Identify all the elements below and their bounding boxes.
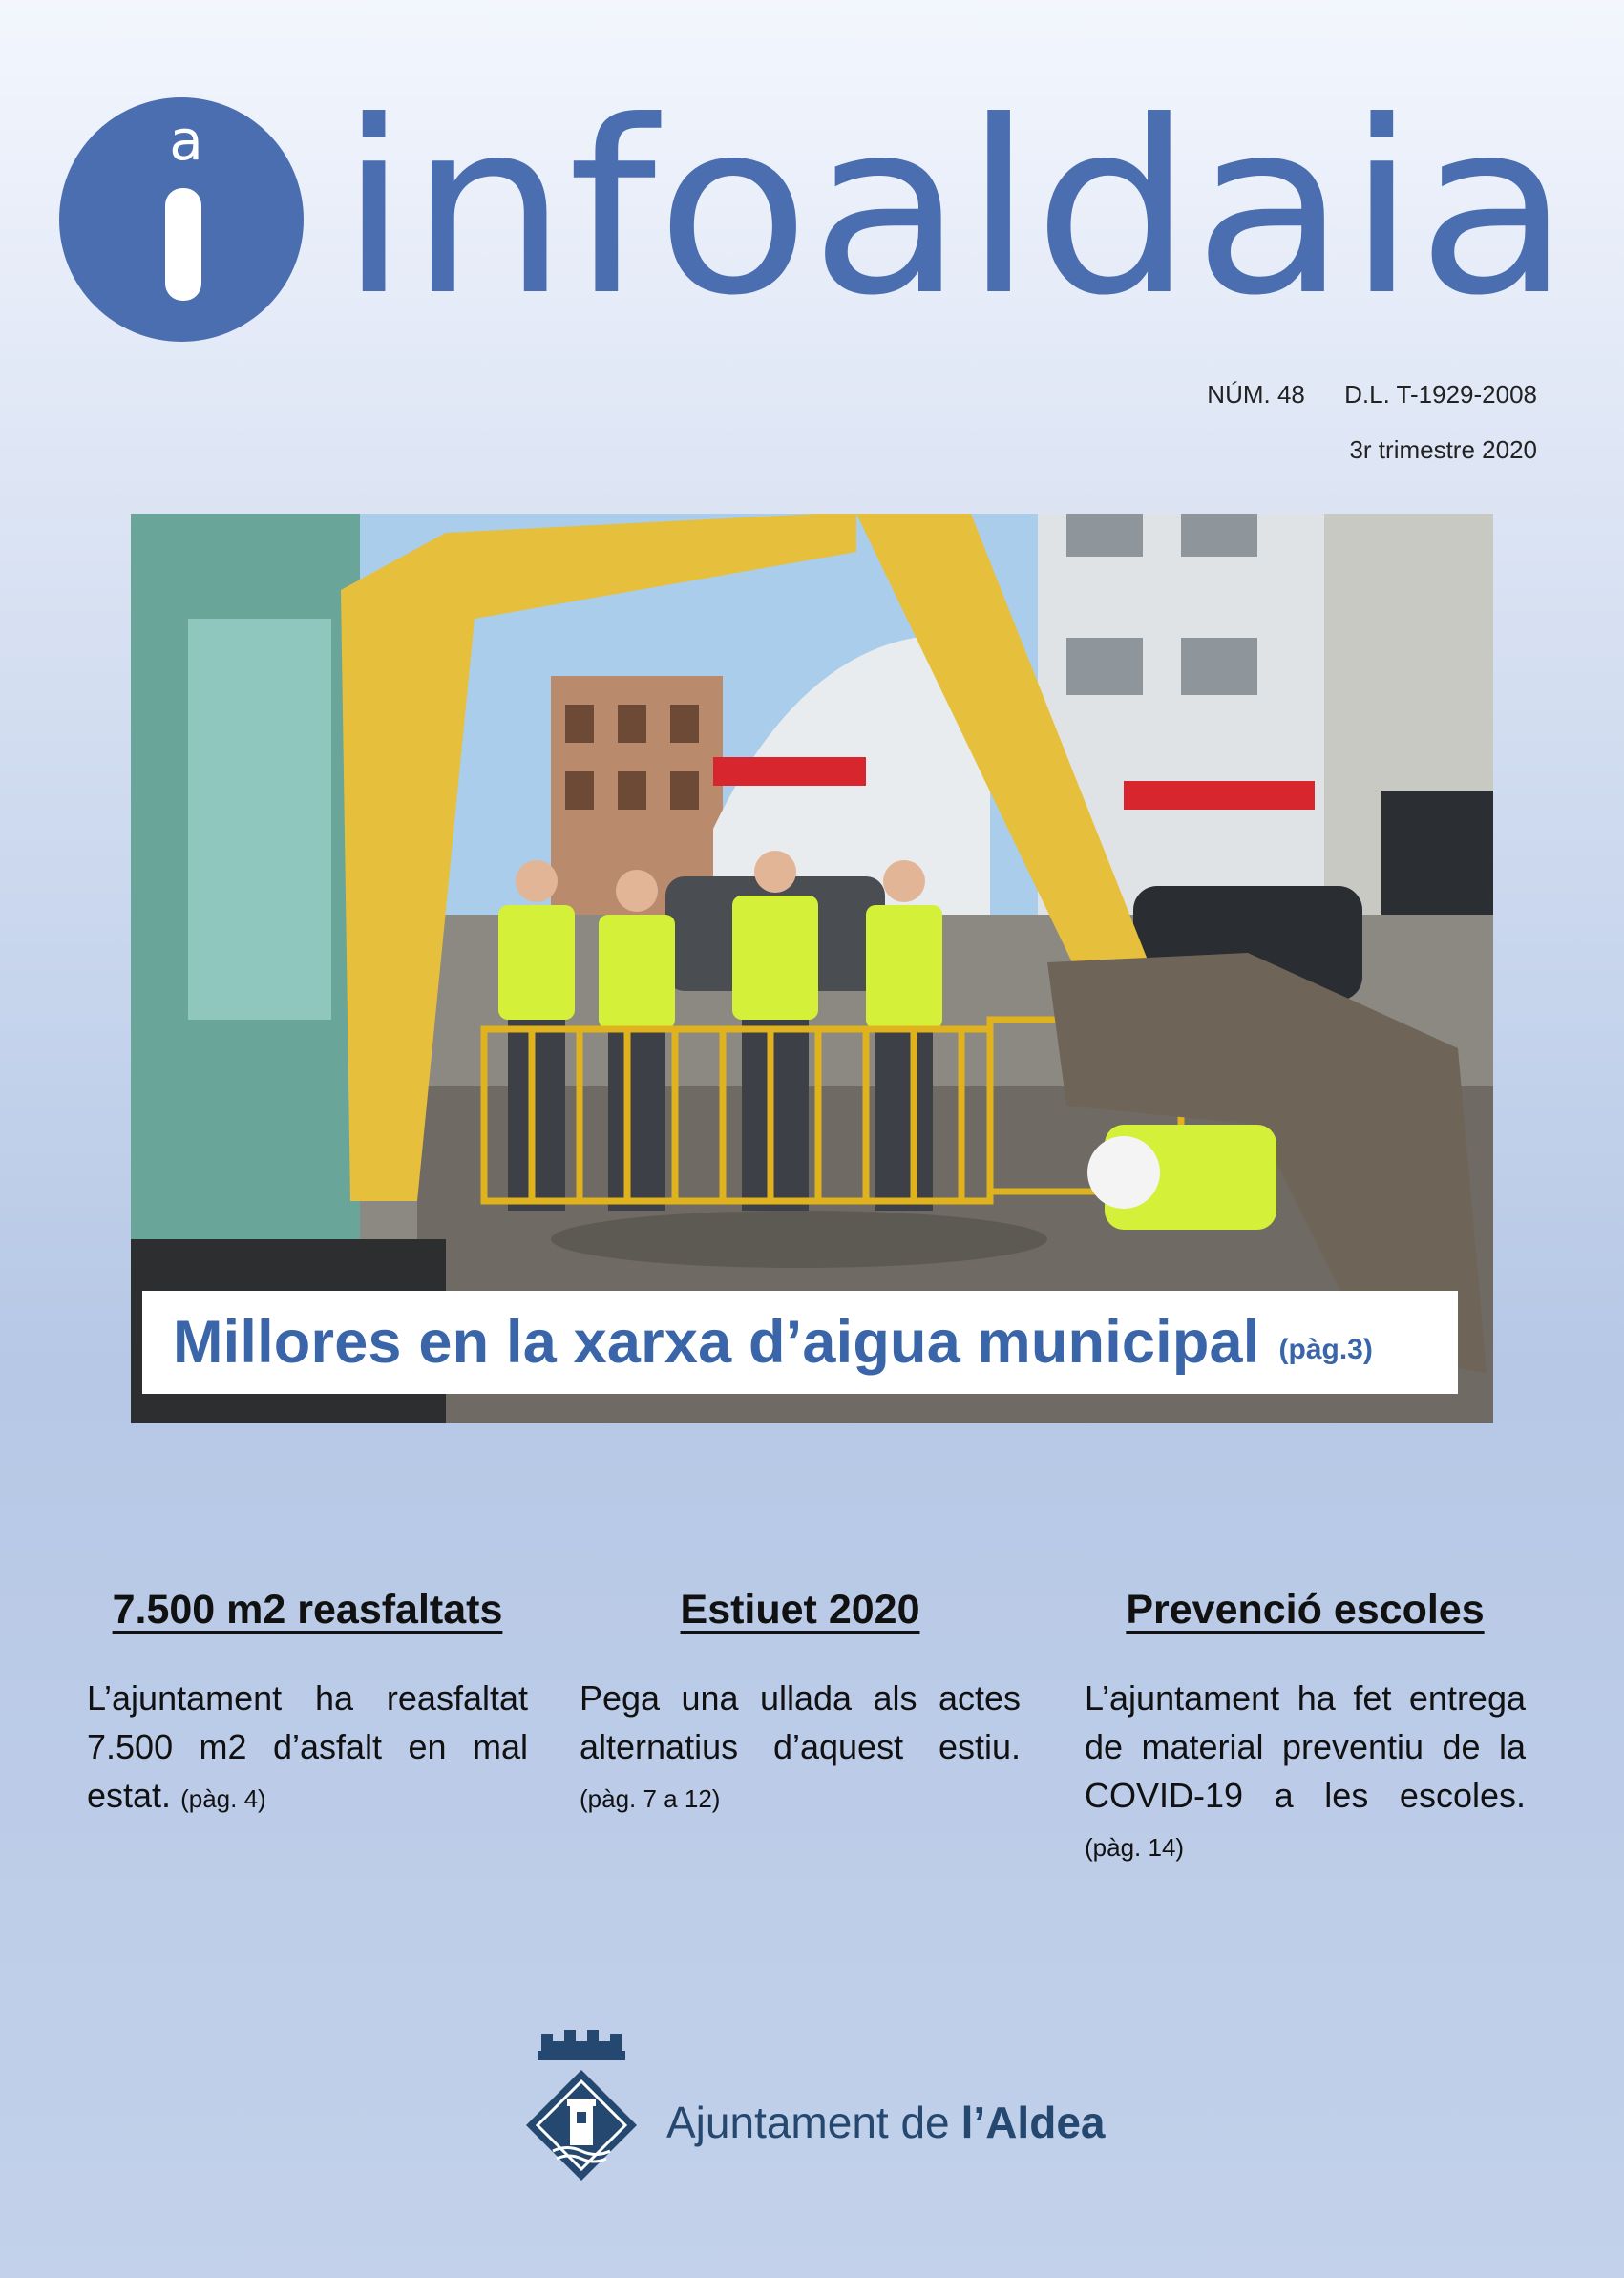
issue-number: NÚM. 48 bbox=[1207, 380, 1305, 409]
footer-org-name: l’Aldea bbox=[960, 2098, 1106, 2147]
article-body bbox=[87, 1674, 528, 1824]
cover-headline-page-ref: (pàg.3) bbox=[1278, 1334, 1373, 1365]
legal-deposit: D.L. T-1929-2008 bbox=[1344, 380, 1537, 409]
article-body bbox=[1085, 1674, 1526, 1872]
cover-photo bbox=[131, 514, 1493, 1423]
town-crest-icon bbox=[520, 2013, 654, 2184]
article-page-ref: (pàg. 7 a 12) bbox=[580, 1784, 721, 1813]
article-title: 7.500 m2 reasfaltats bbox=[112, 1587, 503, 1633]
article-title: Estiuet 2020 bbox=[680, 1587, 920, 1633]
footer-org-prefix: Ajuntament de bbox=[666, 2098, 950, 2147]
footer-org bbox=[666, 2097, 1105, 2148]
article-schools bbox=[1085, 1587, 1526, 1872]
article-body-text: L’ajuntament ha reasfaltat 7.500 m2 d’asfalt en mal estat. bbox=[87, 1678, 528, 1815]
article-summer bbox=[580, 1587, 1021, 1824]
issue-period: 3r trimestre 2020 bbox=[1349, 435, 1537, 464]
article-page-ref: (pàg. 4) bbox=[180, 1784, 266, 1813]
article-body-text: L’ajuntament ha fet entrega de material preventiu de la COVID-19 a les escoles. bbox=[1085, 1678, 1526, 1815]
infoaldaia-logo-icon bbox=[53, 91, 1580, 348]
article-asphalt bbox=[87, 1587, 528, 1824]
logo-letter: a bbox=[169, 108, 203, 173]
article-body bbox=[580, 1674, 1021, 1824]
cover-headline: Millores en la xarxa d’aigua municipal bbox=[173, 1309, 1260, 1376]
excavator-street-works-photo-icon bbox=[131, 514, 1493, 1423]
masthead-title: infoaldaia bbox=[339, 91, 1571, 348]
masthead-logo bbox=[53, 91, 1580, 348]
issue-info bbox=[1207, 380, 1537, 410]
article-title: Prevenció escoles bbox=[1126, 1587, 1485, 1633]
article-body-text: Pega una ullada als actes alternatius d’aquest estiu. bbox=[580, 1678, 1021, 1766]
article-page-ref: (pàg. 14) bbox=[1085, 1833, 1185, 1862]
cover-headline-box bbox=[142, 1291, 1458, 1394]
